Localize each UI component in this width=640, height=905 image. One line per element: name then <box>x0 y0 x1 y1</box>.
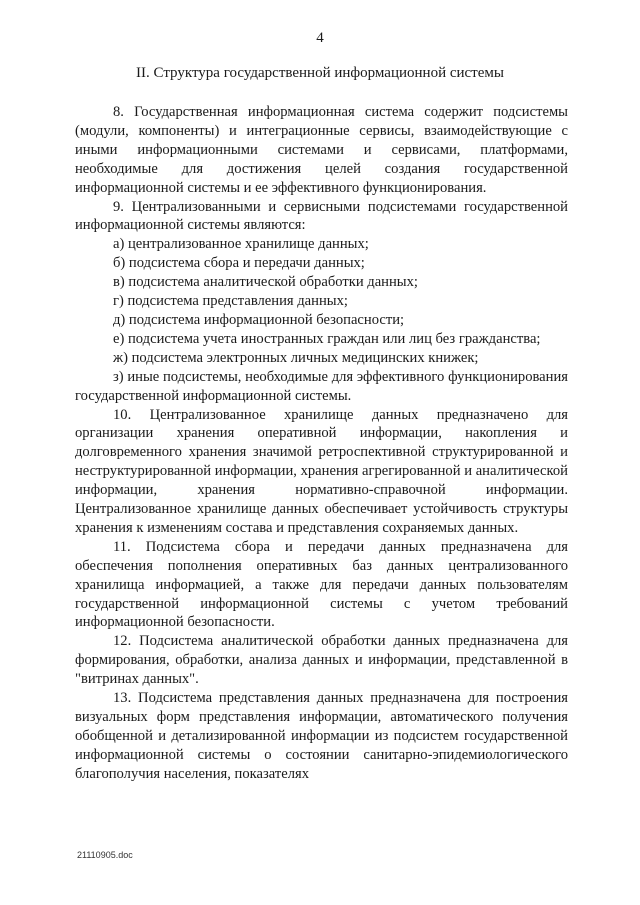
document-body <box>75 103 568 784</box>
list-item-z: з) иные подсистемы, необходимые для эффективного функционирования государственной информационной системы. <box>75 368 568 404</box>
paragraph-12: 12. Подсистема аналитической обработки данных предназначена для формирования, обработки, анализа данных и информации, представленной в "витринах данных". <box>75 633 568 688</box>
page-number: 4 <box>316 30 324 46</box>
list-item-zh: ж) подсистема электронных личных медицинских книжек; <box>113 349 479 366</box>
paragraph-11: 11. Подсистема сбора и передачи данных предназначена для обеспечения пополнения оперативных баз данных централизованного хранилища информацией, а также для передачи данных пользователям государственной информационной системы с учетом требований информационной безопасности. <box>75 538 568 631</box>
paragraph-8: 8. Государственная информационная система содержит подсистемы (модули, компоненты) и интеграционные сервисы, взаимодействующие с иными информационными системами и сервисами, платформами, необходимые для достижения целей создания государственной информационной системы и ее эффективного функционирования. <box>75 104 568 196</box>
list-item-a: а) централизованное хранилище данных; <box>113 236 369 253</box>
list-item-e: е) подсистема учета иностранных граждан или лиц без гражданства; <box>113 330 541 347</box>
list-item-b: б) подсистема сбора и передачи данных; <box>113 255 365 272</box>
list-item-g: г) подсистема представления данных; <box>113 293 348 310</box>
list-item-v: в) подсистема аналитической обработки данных; <box>113 274 418 291</box>
section-title: II. Структура государственной информационной системы <box>136 65 504 81</box>
list-item-d: д) подсистема информационной безопасности; <box>113 311 405 328</box>
paragraph-9: 9. Централизованными и сервисными подсистемами государственной информационной системы являются: <box>75 198 568 234</box>
paragraph-10: 10. Централизованное хранилище данных предназначено для организации хранения оперативной информации, накопления и долговременного хранения значимой ретроспективной структурированной и неструктурированной информации, хранения агрегированной и аналитической информации, хранения нормативно-справочной информации. Централизованное хранилище данных обеспечивает устойчивость структуры хранения к изменениям состава и представления сохраняемых данных. <box>75 406 568 536</box>
paragraph-13: 13. Подсистема представления данных предназначена для построения визуальных форм представления информации, автоматического получения обобщенной и детализированной информации из подсистем государственной информационной системы о состоянии санитарно-эпидемиологического благополучия населения, показателях <box>75 690 568 782</box>
file-name-footer: 21110905.doc <box>77 850 133 860</box>
